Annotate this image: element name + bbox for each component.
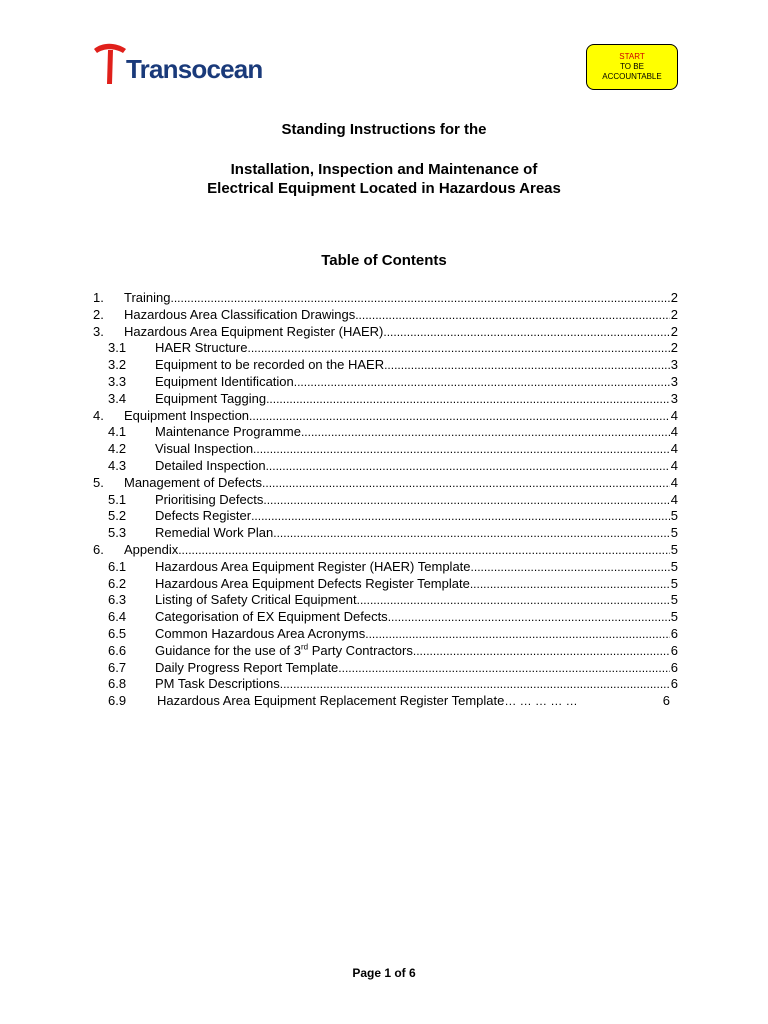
toc-entry-title: [155, 357, 384, 374]
toc-dot-leader: [178, 542, 670, 559]
toc-dot-leader: [263, 492, 669, 509]
toc-entry[interactable]: [93, 626, 678, 643]
toc-entry-title: [155, 559, 471, 576]
toc-dot-leader: [170, 290, 669, 307]
toc-entry-page: 2: [670, 290, 678, 305]
toc-entry[interactable]: [93, 357, 678, 374]
toc-entry-title-text: Guidance for the use of 3: [155, 642, 301, 658]
document-title-line-2: Installation, Inspection and Maintenance of: [230, 161, 538, 178]
toc-dot-leader: [471, 559, 670, 576]
toc-entry-title: [155, 424, 301, 441]
toc-entry-title-text: Equipment Tagging: [155, 390, 267, 406]
toc-entry-title-text: Common Hazardous Area Acronyms: [155, 625, 366, 641]
toc-entry-title: [124, 475, 262, 492]
toc-entry-title: [155, 525, 273, 542]
badge-line-accountable: ACCOUNTABLE: [602, 72, 662, 81]
toc-entry-title-text: HAER Structure: [155, 340, 248, 356]
toc-entry-page: 5: [670, 575, 678, 591]
toc-entry-page: 6: [670, 625, 678, 641]
toc-entry-number: 3.3: [108, 373, 127, 389]
toc-entry-page: 2: [670, 323, 678, 339]
toc-entry-title-text: Hazardous Area Equipment Register (HAER) Template: [155, 558, 471, 574]
toc-dot-leader: [280, 676, 670, 693]
toc-entry-title: [155, 441, 253, 458]
toc-entry-number: 4.3: [108, 457, 127, 473]
toc-entry-number: 6.8: [108, 676, 127, 692]
toc-entry-title-text: Hazardous Area Classification Drawings: [124, 306, 356, 322]
toc-entry-page: 3: [670, 390, 678, 406]
logo-wordmark: Transocean: [126, 54, 263, 84]
toc-dot-leader: [413, 643, 670, 660]
toc-dot-leader: [273, 525, 670, 542]
toc-entry-title-superscript: rd: [300, 642, 309, 652]
toc-entry[interactable]: [93, 542, 678, 559]
toc-entry-page: 5: [670, 541, 678, 557]
toc-entry-title-text: Daily Progress Report Template: [155, 659, 339, 675]
toc-entry-title-text: Listing of Safety Critical Equipment: [155, 592, 357, 608]
toc-entry-page: 5: [670, 609, 678, 625]
toc-entry[interactable]: [93, 475, 678, 492]
toc-entry-page: 2: [670, 306, 678, 322]
toc-dot-leader: [266, 458, 670, 475]
toc-entry-number: 3.1: [108, 340, 127, 356]
toc-entry[interactable]: [93, 525, 678, 542]
toc-dot-leader: [247, 340, 669, 357]
toc-entry-title-text: Equipment Inspection: [124, 407, 250, 423]
toc-dot-leader: [355, 307, 670, 324]
toc-dot-leader: [294, 374, 670, 391]
toc-entry-page: 4: [670, 407, 678, 423]
toc-entry[interactable]: [93, 340, 678, 357]
toc-entry-title: [155, 374, 294, 391]
toc-entry-page: 3: [670, 373, 678, 389]
toc-entry-title: [124, 324, 383, 341]
toc-dot-leader: [504, 693, 661, 710]
toc-entry-title-text: Hazardous Area Equipment Register (HAER): [124, 323, 384, 339]
toc-entry[interactable]: [93, 374, 678, 391]
toc-entry-title-text: Visual Inspection: [155, 441, 254, 457]
toc-entry-title: [124, 307, 355, 324]
toc-entry[interactable]: [93, 408, 678, 425]
toc-dot-leader: [338, 660, 669, 677]
toc-entry[interactable]: [93, 609, 678, 626]
toc-dot-leader: [253, 441, 670, 458]
toc-entry[interactable]: [93, 592, 678, 609]
toc-entry-title: [155, 609, 388, 626]
toc-entry-page: 6: [662, 693, 670, 709]
toc-entry-number: 6.7: [108, 659, 127, 675]
toc-entry-title: [124, 542, 178, 559]
toc-entry-page: 5: [670, 508, 678, 524]
toc-entry[interactable]: [93, 307, 678, 324]
toc-entry[interactable]: [93, 424, 678, 441]
toc-heading: Table of Contents: [321, 252, 447, 269]
toc-entry-title-text: Detailed Inspection: [155, 457, 266, 473]
toc-entry-number: 6.1: [108, 558, 127, 574]
toc-entry-number: 3.4: [108, 390, 127, 406]
toc-entry-page: 5: [670, 558, 678, 574]
toc-entry-number: 5.: [93, 474, 104, 490]
toc-entry-page: 5: [670, 592, 678, 608]
toc-entry[interactable]: [93, 391, 678, 408]
toc-entry-title-text: PM Task Descriptions: [155, 676, 280, 692]
toc-dot-leader: [470, 576, 670, 593]
toc-dot-leader: [262, 475, 670, 492]
toc-entry[interactable]: [93, 290, 678, 307]
toc-entry-page: 3: [670, 357, 678, 373]
toc-entry-number: 4.2: [108, 441, 127, 457]
toc-entry-title: [124, 290, 170, 307]
toc-entry-title: [155, 492, 263, 509]
table-of-contents: [93, 290, 678, 710]
accountability-badge: [586, 44, 678, 90]
toc-entry-title-text: Prioritising Defects: [155, 491, 264, 507]
toc-entry-number: 5.1: [108, 491, 127, 507]
toc-entry-title-text: Defects Register: [155, 508, 252, 524]
transocean-mark-icon: [92, 42, 128, 86]
toc-entry-page: 6: [670, 676, 678, 692]
badge-line-start: START: [619, 52, 645, 61]
toc-entry-title-text: Hazardous Area Equipment Replacement Register Template: [157, 693, 505, 709]
toc-dot-leader: [251, 508, 670, 525]
toc-entry-title-text: Hazardous Area Equipment Defects Register Template: [155, 575, 470, 591]
toc-entry-page: 4: [670, 424, 678, 440]
toc-entry-page: 5: [670, 525, 678, 541]
toc-entry-page: 6: [670, 642, 678, 658]
toc-entry-number: 6.5: [108, 625, 127, 641]
toc-entry-title: [155, 508, 251, 525]
toc-entry-title: [155, 676, 280, 693]
toc-entry-page: 2: [670, 340, 678, 356]
toc-entry-page: 4: [670, 474, 678, 490]
toc-entry-title: [124, 408, 249, 425]
badge-line-to-be: TO BE: [620, 62, 644, 71]
toc-entry-title-text: Training: [124, 290, 171, 305]
toc-entry[interactable]: [93, 559, 678, 576]
toc-entry-number: 6.9: [108, 693, 127, 709]
toc-entry[interactable]: [93, 492, 678, 509]
toc-entry-page: 4: [670, 457, 678, 473]
toc-entry-number: 4.: [93, 407, 104, 423]
toc-entry-title: [155, 626, 365, 643]
transocean-logo: [92, 42, 292, 86]
page-number: Page 1 of 6: [352, 966, 416, 980]
toc-dot-leader: [266, 391, 670, 408]
toc-entry[interactable]: [93, 643, 678, 660]
toc-entry[interactable]: [93, 660, 678, 677]
toc-entry[interactable]: [93, 324, 678, 341]
toc-entry[interactable]: [93, 676, 678, 693]
toc-entry-title: [155, 458, 266, 475]
toc-entry[interactable]: [93, 576, 678, 593]
toc-entry-number: 3.: [93, 323, 104, 339]
toc-entry-page: 4: [670, 491, 678, 507]
toc-entry-title: [155, 592, 357, 609]
toc-entry-title-text: Remedial Work Plan: [155, 525, 274, 541]
toc-entry-number: 6.6: [108, 642, 127, 658]
toc-entry[interactable]: [93, 458, 678, 475]
toc-entry-title: [155, 391, 266, 408]
toc-entry-number: 3.2: [108, 357, 127, 373]
toc-entry-number: 2.: [93, 306, 104, 322]
toc-dot-leader: [383, 324, 669, 341]
toc-dot-leader: [384, 357, 670, 374]
toc-entry-number: 5.3: [108, 525, 127, 541]
toc-entry[interactable]: [93, 693, 678, 710]
toc-entry-number: 6.2: [108, 575, 127, 591]
toc-dot-leader: [301, 424, 670, 441]
toc-entry-title: [155, 643, 413, 660]
toc-entry-title-text: Equipment Identification: [155, 373, 294, 389]
toc-entry-number: 4.1: [108, 424, 127, 440]
document-title-line-3: Electrical Equipment Located in Hazardous Areas: [207, 180, 561, 197]
toc-entry-title: [155, 660, 338, 677]
toc-entry-title-text: Management of Defects: [124, 474, 263, 490]
toc-entry-number: 1.: [93, 290, 104, 305]
toc-entry-title: [155, 340, 247, 357]
toc-entry-page: 4: [670, 441, 678, 457]
toc-entry-title-text: Equipment to be recorded on the HAER: [155, 357, 385, 373]
toc-entry[interactable]: [93, 441, 678, 458]
toc-entry[interactable]: [93, 508, 678, 525]
toc-entry-number: 6.: [93, 541, 104, 557]
toc-entry-title: [157, 693, 504, 710]
toc-dot-leader: [365, 626, 670, 643]
toc-dot-leader: [249, 408, 670, 425]
toc-entry-number: 6.4: [108, 609, 127, 625]
toc-entry-title-text-after: Party Contractors: [308, 642, 413, 658]
toc-dot-leader: [388, 609, 670, 626]
toc-entry-title: [155, 576, 470, 593]
toc-entry-title-text: Categorisation of EX Equipment Defects: [155, 609, 388, 625]
toc-dot-leader: [357, 592, 670, 609]
toc-entry-title-text: Appendix: [124, 541, 179, 557]
document-title-line-1: Standing Instructions for the: [281, 121, 487, 138]
toc-entry-number: 5.2: [108, 508, 127, 524]
toc-entry-title-text: Maintenance Programme: [155, 424, 301, 440]
toc-entry-number: 6.3: [108, 592, 127, 608]
toc-entry-page: 6: [670, 659, 678, 675]
